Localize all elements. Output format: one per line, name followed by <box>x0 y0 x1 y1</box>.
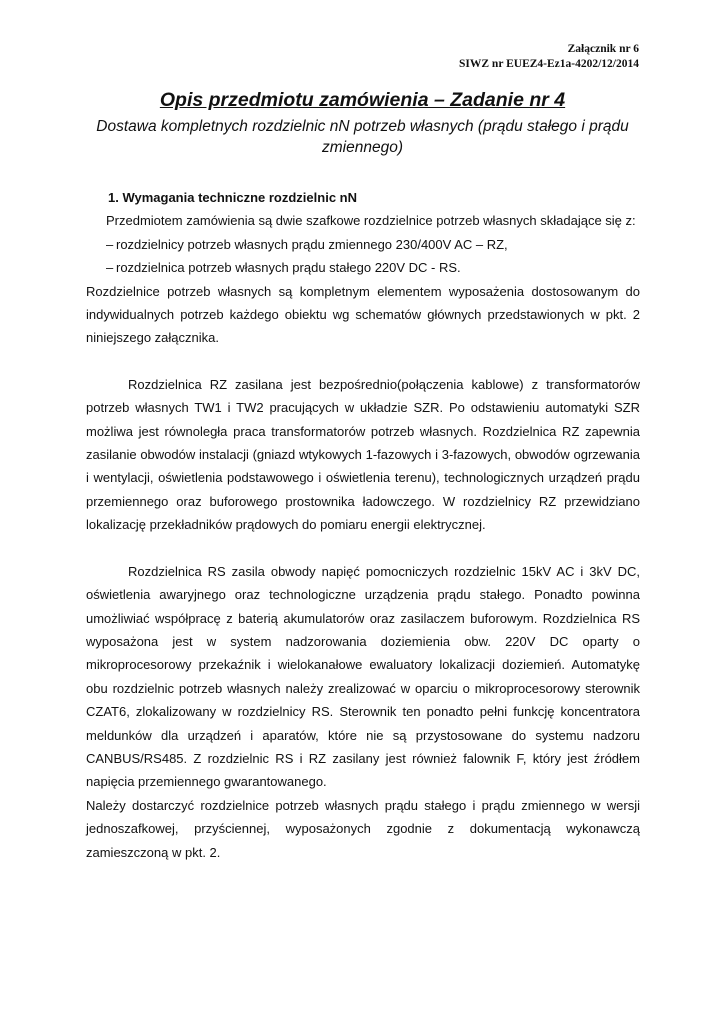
page-title: Opis przedmiotu zamówienia – Zadanie nr 4 <box>159 89 566 111</box>
list-dash: – <box>106 260 114 276</box>
list-dash: – <box>106 236 114 252</box>
list-item-text: rozdzielnica potrzeb własnych prądu stałego 220V DC - RS. <box>116 260 461 276</box>
paragraph: Rozdzielnice potrzeb własnych są kompletnym elementem wyposażenia dostosowanym do indywidualnych potrzeb każdego obiektu wg schematów głównych przedstawionych w pkt. 2 niniejszego załącznika. <box>86 283 640 346</box>
document-body <box>86 186 640 864</box>
document-header <box>459 42 639 72</box>
page-subtitle: Dostawa kompletnych rozdzielnic nN potrzeb własnych (prądu stałego i prądu zmiennego) <box>96 118 629 156</box>
list-item-text: rozdzielnicy potrzeb własnych prądu zmiennego 230/400V AC – RZ, <box>116 236 508 252</box>
section-heading: 1. Wymagania techniczne rozdzielnic nN <box>108 190 357 205</box>
paragraph: Należy dostarczyć rozdzielnice potrzeb własnych prądu stałego i prądu zmiennego w wersji jednoszafkowej, przyściennej, wyposażonych zgodnie z dokumentacją wykonawczą zamieszczoną w pkt. 2. <box>86 797 640 860</box>
attachment-number: Załącznik nr 6 <box>567 43 639 55</box>
paragraph-spacer <box>86 350 640 373</box>
paragraph-spacer <box>86 537 640 560</box>
list-item <box>86 233 640 256</box>
paragraph: Rozdzielnica RZ zasilana jest bezpośrednio(połączenia kablowe) z transformatorów potrzeb własnych TW1 i TW2 pracujących w układzie SZR. Po odstawieniu automatyki SZR możliwa jest równoległa praca transformatorów potrzeb własnych. Rozdzielnica RZ zapewnia zasilanie obwodów instalacji (gniazd wtykowych 1-fazowych i 3-fazowych, obwodów ogrzewania i wentylacji, oświetlenia podstawowego i oświetlenia terenu), technologicznych urządzeń prądu przemiennego oraz buforowego prostownika ładowczego. W rozdzielnicy RZ przewidziano lokalizację przekładników prądowych do pomiaru energii elektrycznej. <box>86 376 640 533</box>
paragraph: Rozdzielnica RS zasila obwody napięć pomocniczych rozdzielnic 15kV AC i 3kV DC, oświetlenia awaryjnego oraz technologiczne urządzenia prądu stałego. Ponadto powinna umożliwiać współpracę z baterią akumulatorów oraz zasilaczem buforowym. Rozdzielnica RS wyposażona jest w system nadzorowania doziemienia obw. 220V DC oparty o mikroprocesorowy przekaźnik i wielokanałowe ewaluatory lokalizacji doziemień. Automatykę obu rozdzielnic potrzeb własnych należy zrealizować w oparciu o mikroprocesorowy sterownik CZAT6, zlokalizowany w rozdzielnicy RS. Sterownik ten ponadto pełni funkcję koncentratora meldunków dla urządzeń i aparatów, które nie są przystosowane do systemu nadzoru CANBUS/RS485. Z rozdzielnic RS i RZ zasilany jest również falownik F, który jest źródłem napięcia przemiennego gwarantowanego. <box>86 563 640 790</box>
switchboard-list <box>86 233 640 280</box>
intro-paragraph: Przedmiotem zamówienia są dwie szafkowe rozdzielnice potrzeb własnych składające się z: <box>106 213 636 229</box>
siwz-reference: SIWZ nr EUEZ4-Ez1a-4202/12/2014 <box>459 58 639 70</box>
list-item <box>86 256 640 279</box>
